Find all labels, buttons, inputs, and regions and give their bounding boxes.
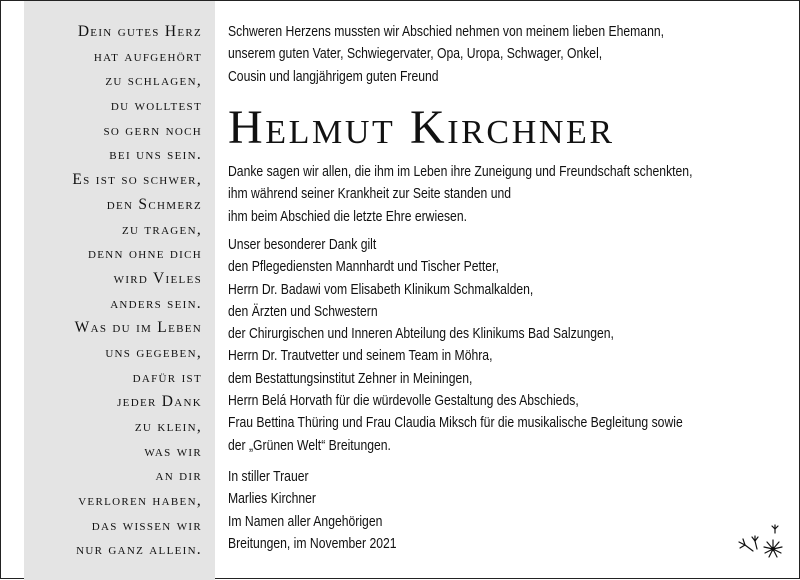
poem-line: an dir [155, 467, 202, 485]
special-thanks-line: Herrn Dr. Badawi vom Elisabeth Klinikum Schmalkalden, [228, 281, 534, 298]
poem-line: den Schmerz [106, 195, 202, 213]
intro-line: Cousin und langjährigem guten Freund [228, 68, 439, 85]
special-thanks-line: den Ärzten und Schwestern [228, 303, 378, 320]
poem-line: Es ist so schwer, [72, 171, 202, 189]
poem-line: so gern noch [103, 121, 202, 139]
poem-line: wird Vieles [113, 269, 202, 287]
poem-line: uns gegeben, [105, 343, 202, 361]
special-thanks-line: der „Grünen Welt“ Breitungen. [228, 437, 391, 454]
signature-line: Marlies Kirchner [228, 491, 316, 508]
dandelion-seeds-icon [733, 523, 793, 563]
signature-line: In stiller Trauer [228, 469, 309, 485]
poem-line: jeder Dank [117, 393, 202, 411]
poem-line: anders sein. [110, 294, 202, 312]
poem-line: denn ohne dich [88, 245, 202, 263]
poem-line: zu klein, [134, 418, 202, 435]
deceased-name: Helmut Kirchner [228, 101, 615, 154]
poem-line: das wissen wir [91, 516, 202, 534]
special-thanks-text [228, 234, 769, 457]
special-thanks-line: Herrn Belá Horvath für die würdevolle Gestaltung des Abschieds, [228, 393, 579, 410]
poem-line: verloren haben, [78, 492, 202, 510]
poem-line: Dein gutes Herz [77, 23, 202, 40]
special-thanks-line: Herrn Dr. Trautvetter und seinem Team in Möhra, [228, 348, 493, 365]
thanks-line: ihm während seiner Krankheit zur Seite standen und [228, 186, 512, 203]
poem-line: zu tragen, [121, 220, 202, 238]
intro-line: Schweren Herzens mussten wir Abschied nehmen von meinem lieben Ehemann, [228, 24, 665, 40]
poem [24, 20, 202, 563]
thanks-text [228, 161, 781, 228]
special-thanks-line: der Chirurgischen und Inneren Abteilung des Klinikums Bad Salzungen, [228, 326, 614, 343]
signature-line: Breitungen, im November 2021 [228, 535, 397, 552]
intro-text [228, 21, 747, 88]
poem-line: zu schlagen, [105, 72, 202, 90]
thanks-line: ihm beim Abschied die letzte Ehre erwiesen. [228, 208, 467, 225]
special-thanks-line: dem Bestattungsinstitut Zehner in Meiningen, [228, 370, 473, 387]
special-thanks-line: Frau Bettina Thüring und Frau Claudia Miksch für die musikalische Begleitung sowie [228, 415, 683, 432]
thanks-line: Danke sagen wir allen, die ihm im Leben ihre Zuneigung und Freundschaft schenkten, [228, 164, 693, 180]
poem-line: bei uns sein. [109, 146, 202, 164]
special-thanks-line: Unser besonderer Dank gilt [228, 237, 377, 253]
poem-line: hat aufgehört [93, 47, 202, 65]
poem-line: du wolltest [110, 97, 202, 115]
intro-line: unserem guten Vater, Schwiegervater, Opa, Uropa, Schwager, Onkel, [228, 46, 603, 63]
signature-block [228, 466, 429, 555]
poem-line: was wir [144, 442, 202, 460]
poem-line: dafür ist [132, 368, 202, 386]
poem-line: Was du im Leben [74, 319, 202, 337]
poem-line: nur ganz allein. [76, 541, 202, 559]
signature-line: Im Namen aller Angehörigen [228, 513, 383, 530]
special-thanks-line: den Pflegediensten Mannhardt und Tischer Petter, [228, 259, 499, 276]
